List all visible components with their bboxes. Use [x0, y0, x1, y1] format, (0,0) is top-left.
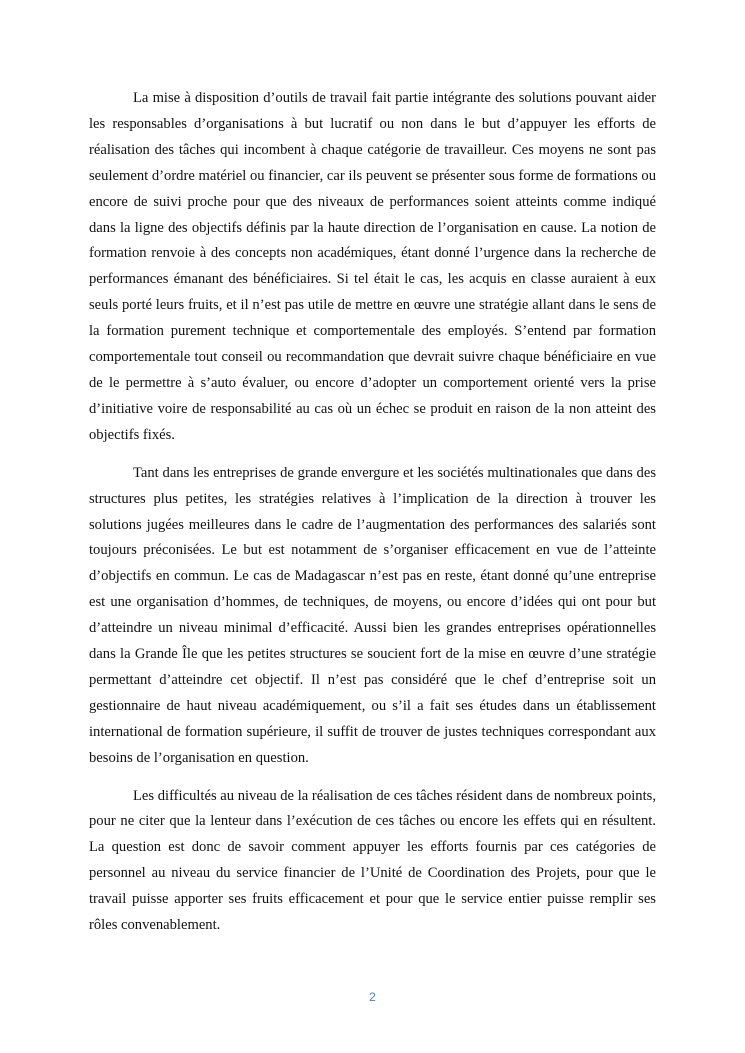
- paragraph-3: Les difficultés au niveau de la réalisation de ces tâches résident dans de nombreux points, pour ne citer que la lenteur dans l’exécution de ces tâches ou encore les effets qui en résultent. La question est donc de savoir comment appuyer les efforts fournis par ces catégories de personnel au niveau du service financier de l’Unité de Coordination des Projets, pour que le travail puisse apporter ses fruits efficacement et pour que le service entier puisse remplir ses rôles convenablement.: [89, 787, 656, 934]
- page-number: 2: [369, 990, 376, 1004]
- paragraph-2: Tant dans les entreprises de grande envergure et les sociétés multinationales que dans des structures plus petites, les stratégies relatives à l’implication de la direction à trouver les solutions jugées meilleures dans le cadre de l’augmentation des performances des salariés sont toujours préconisées. Le but est notamment de s’organiser efficacement en vue de l’atteinte d’objectifs en commun. Le cas de Madagascar n’est pas en reste, étant donné qu’une entreprise est une organisation d’hommes, de techniques, de moyens, ou encore d’idées qui ont pour but d’atteindre un niveau minimal d’efficacité. Aussi bien les grandes entreprises opérationnelles dans la Grande Île que les petites structures se soucient fort de la mise en œuvre d’une stratégie permettant d’atteindre cet objectif. Il n’est pas considéré que le chef d’entreprise soit un gestionnaire de haut niveau académiquement, ou s’il a fait ses études dans un établissement international de formation supérieure, il suffit de trouver de justes techniques correspondant aux besoins de l’organisation en question.: [89, 464, 656, 766]
- document-body: [89, 86, 656, 939]
- paragraph-1: La mise à disposition d’outils de travail fait partie intégrante des solutions pouvant aider les responsables d’organisations à but lucratif ou non dans le but d’appuyer les efforts de réalisation des tâches qui incombent à chaque catégorie de travailleur. Ces moyens ne sont pas seulement d’ordre matériel ou financier, car ils peuvent se présenter sous forme de formations ou encore de suivi proche pour que des niveaux de performances soient atteints comme indiqué dans la ligne des objectifs définis par la haute direction de l’organisation en cause. La notion de formation renvoie à des concepts non académiques, étant donné l’urgence dans la recherche de performances émanant des bénéficiaires. Si tel était le cas, les acquis en classe auraient à eux seuls porté leurs fruits, et il n’est pas utile de mettre en œuvre une stratégie allant dans le sens de la formation purement technique et comportementale des employés. S’entend par formation comportementale tout conseil ou recommandation que devrait suivre chaque bénéficiaire en vue de le permettre à s’auto évaluer, ou encore d’adopter un comportement orienté vers la prise d’initiative voire de responsabilité au cas où un échec se produit en raison de la non atteint des objectifs fixés.: [89, 90, 656, 443]
